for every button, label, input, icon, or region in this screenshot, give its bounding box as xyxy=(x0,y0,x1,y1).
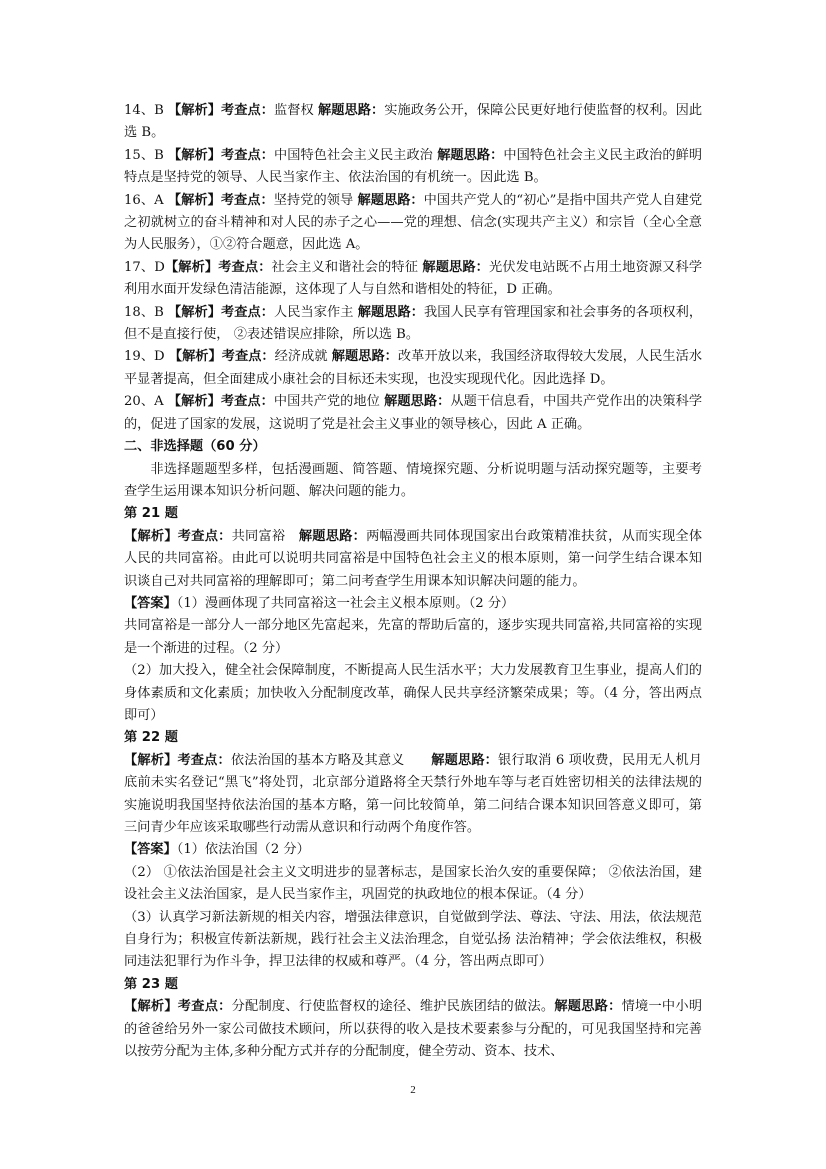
q22-answer-2: （2） ①依法治国是社会主义文明进步的显著标志，是国家长治久安的重要保障； ②依法治国，建设社会主义法治国家，是人民当家作主，巩固党的执政地位的根本保证。（4 分） xyxy=(124,864,702,903)
q23-analysis: 【解析】考查点：分配制度、行使监督权的途径、维护民族团结的做法。解题思路：情境一中小明的爸爸给另外一家公司做技术顾问，所以获得的收入是技术要素参与分配的，可见我国坚持和完善以按劳分配为主体,多种分配方式并存的分配制度，健全劳动、资本、技术、 xyxy=(124,999,703,1060)
answer-18: 18、B 【解析】考查点：人民当家作主 解题思路：我国人民享有管理国家和社会事务的各项权利，但不是直接行使， ②表述错误应排除，所以选 B。 xyxy=(124,304,703,343)
q21-analysis: 【解析】考查点：共同富裕 解题思路：两幅漫画共同体现国家出台政策精准扶贫，从而实现全体人民的共同富裕。由此可以说明共同富裕是中国特色社会主义的根本原则，第一问学生结合课本知识谈自己对共同富裕的理解即可；第二问考查学生用课本知识解决问题的能力。 xyxy=(124,528,703,589)
answer-16: 16、A 【解析】考查点：坚持党的领导 解题思路：中国共产党人的“初心”是指中国共产党人自建党之初就树立的奋斗精神和对人民的赤子之心——党的理想、信念(实现共产主义）和宗旨（全心全意为人民服务），①②符合题意，因此选 A。 xyxy=(124,192,703,253)
section-2-intro: 非选择题题型多样，包括漫画题、简答题、情境探究题、分析说明题与活动探究题等，主要考查学生运用课本知识分析问题、解决问题的能力。 xyxy=(124,461,702,499)
q21-answer-2: 共同富裕是一部分人一部分地区先富起来，先富的帮助后富的，逐步实现共同富裕,共同富裕的实现是一个渐进的过程。（2 分） xyxy=(124,618,702,656)
answer-17: 17、D【解析】考查点：社会主义和谐社会的特征 解题思路：光伏发电站既不占用土地资源又科学利用水面开发绿色清洁能源，这体现了人与自然和谐相处的特征，D 正确。 xyxy=(124,259,703,298)
q21-title: 第 21 题 xyxy=(124,506,178,522)
section-2-title: 二、非选择题（60 分） xyxy=(124,439,266,455)
answer-14: 14、B 【解析】考查点：监督权 解题思路：实施政务公开，保障公民更好地行使监督的权利。因此选 B。 xyxy=(124,103,703,141)
q22-title: 第 22 题 xyxy=(124,730,178,746)
answer-20: 20、A 【解析】考查点：中国共产党的地位 解题思路：从题干信息看，中国共产党作出的决策科学的，促进了国家的发展，这说明了党是社会主义事业的领导核心，因此 A 正确。 xyxy=(124,394,703,432)
q22-answer-1: 【答案】（1）依法治国（2 分） xyxy=(124,842,310,858)
q21-answer-1: 【答案】（1）漫画体现了共同富裕这一社会主义根本原则。（2 分） xyxy=(124,595,515,611)
q22-analysis: 【解析】考查点：依法治国的基本方略及其意义 解题思路：银行取消 6 项收费，民用无人机月底前未实名登记“黑飞”将处罚，北京部分道路将全天禁行外地车等与老百姓密切相关的法律法规的实施说明我国坚持依法治国的基本方略，第一问比较简单，第二问结合课本知识回答意义即可，第三问青少年应该采取哪些行动需从意识和行动两个角度作答。 xyxy=(124,752,703,835)
document-body xyxy=(124,100,702,1063)
q21-answer-3: （2）加大投入，健全社会保障制度，不断提高人民生活水平；大力发展教育卫生事业，提高人们的身体素质和文化素质；加快收入分配制度改革，确保人民共享经济繁荣成果；等。（4 分，答出两点即可） xyxy=(124,663,702,723)
answer-19: 19、D 【解析】考查点：经济成就 解题思路：改革开放以来，我国经济取得较大发展，人民生活水平显著提高，但全面建成小康社会的目标还未实现，也没实现现代化。因此选择 D。 xyxy=(124,349,703,387)
q22-answer-3: （3）认真学习新法新规的相关内容，增强法律意识，自觉做到学法、尊法、守法、用法，依法规范自身行为；积极宣传新法新规，践行社会主义法治理念，自觉弘扬 法治精神；学会依法维权，积极同违法犯罪行为作斗争，捍卫法律的权威和尊严。（4 分，答出两点即可） xyxy=(124,909,702,970)
page-number: 2 xyxy=(410,1084,416,1096)
answer-15: 15、B 【解析】考查点：中国特色社会主义民主政治 解题思路：中国特色社会主义民主政治的鲜明特点是坚持党的领导、人民当家作主、依法治国的有机统一。因此选 B。 xyxy=(124,147,703,186)
q23-title: 第 23 题 xyxy=(124,976,178,992)
